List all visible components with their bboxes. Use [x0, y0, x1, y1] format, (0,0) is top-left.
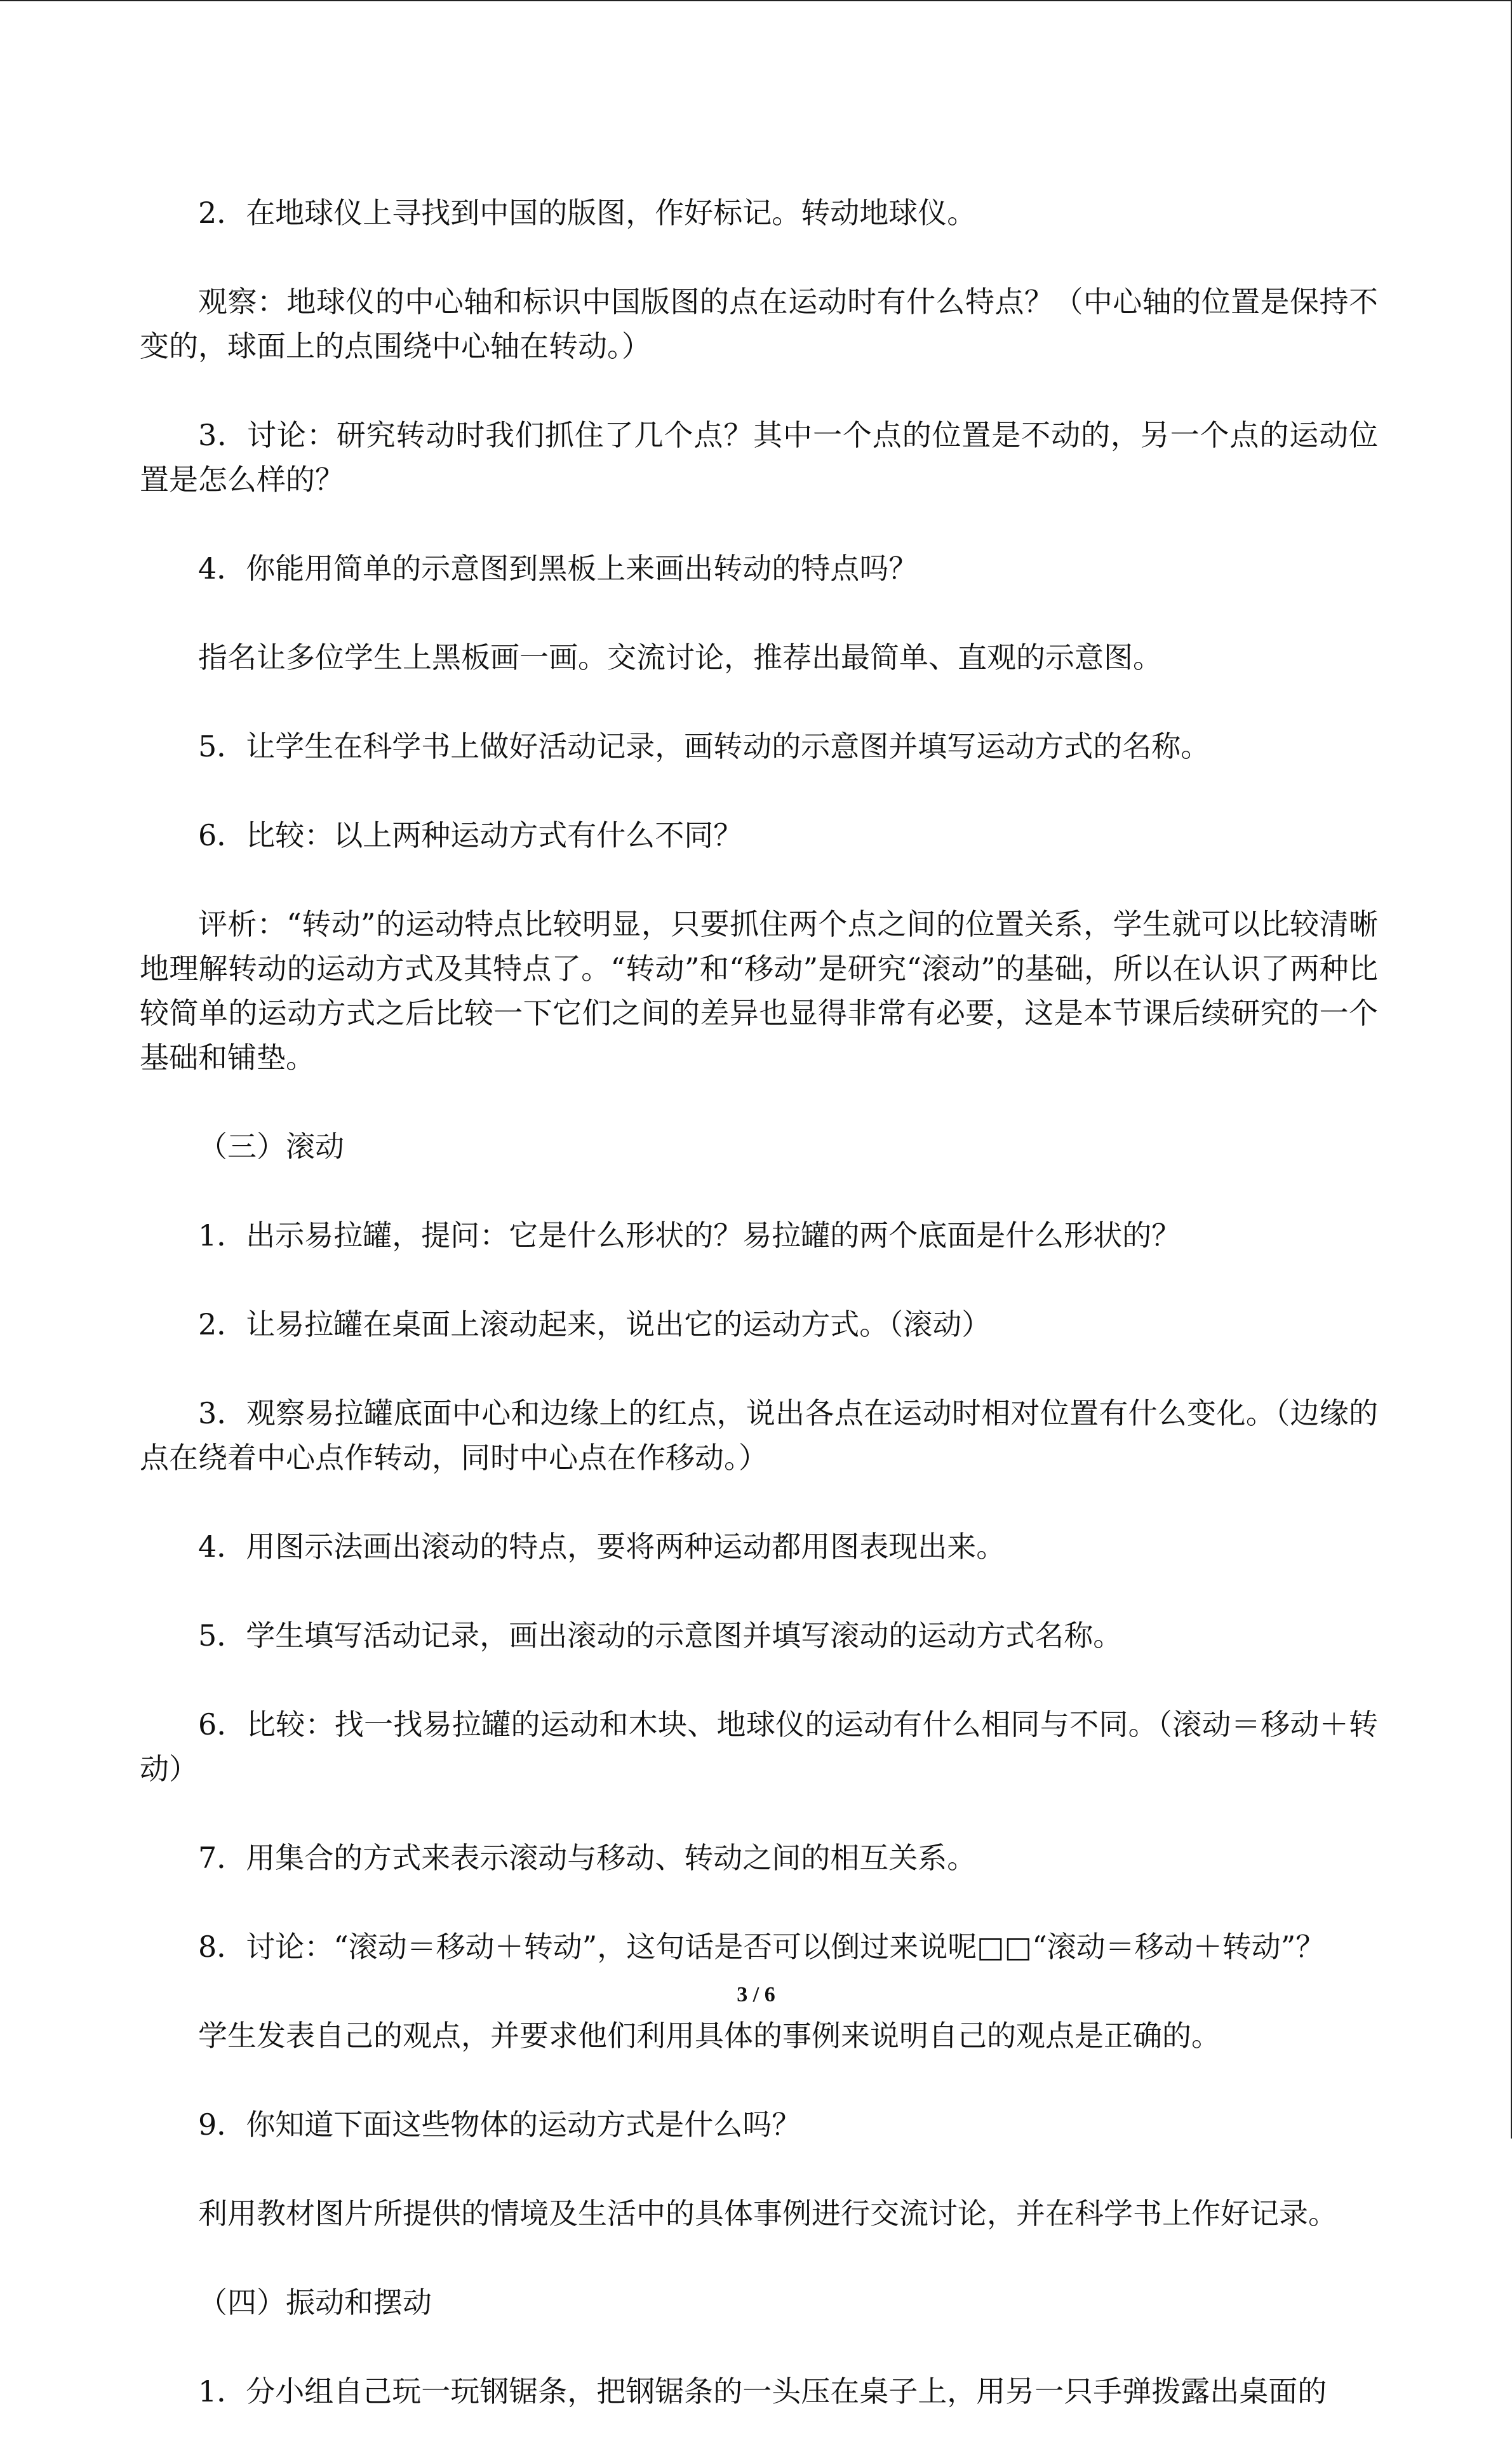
paragraph: 6．比较：找一找易拉罐的运动和木块、地球仪的运动有什么相同与不同。（滚动＝移动＋转动）	[140, 1707, 1378, 1786]
document-body	[140, 191, 1378, 2458]
paragraph: 2．在地球仪上寻找到中国的版图，作好标记。转动地球仪。	[198, 196, 977, 230]
paragraph: 6．比较：以上两种运动方式有什么不同？	[198, 818, 743, 852]
paragraph: 9．你知道下面这些物体的运动方式是什么吗？	[198, 2107, 801, 2142]
paragraph: 4．你能用简单的示意图到黑板上来画出转动的特点吗？	[198, 551, 918, 586]
section-heading: （四）振动和摆动	[198, 2285, 432, 2320]
paragraph: 1．分小组自己玩一玩钢锯条，把钢锯条的一头压在桌子上，用另一只手弹拨露出桌面的	[198, 2374, 1327, 2408]
paragraph: 评析：“转动”的运动特点比较明显，只要抓住两个点之间的位置关系，学生就可以比较清晰地理解转动的运动方式及其特点了。“转动”和“移动”是研究“滚动”的基础，所以在认识了两种比较简单的运动方式之后比较一下它们之间的差异也显得非常有必要，这是本节课后续研究的一个基础和铺垫。	[140, 907, 1378, 1075]
paragraph: 3．观察易拉罐底面中心和边缘上的红点，说出各点在运动时相对位置有什么变化。（边缘的点在绕着中心点作转动，同时中心点在作移动。）	[140, 1396, 1378, 1475]
paragraph: 观察：地球仪的中心轴和标识中国版图的点在运动时有什么特点？（中心轴的位置是保持不变的，球面上的点围绕中心轴在转动。）	[140, 285, 1378, 363]
paragraph: 3．讨论：研究转动时我们抓住了几个点？其中一个点的位置是不动的，另一个点的运动位置是怎么样的？	[140, 418, 1378, 497]
paragraph: 7．用集合的方式来表示滚动与移动、转动之间的相互关系。	[198, 1841, 977, 1875]
paragraph: 5．让学生在科学书上做好活动记录，画转动的示意图并填写运动方式的名称。	[198, 729, 1210, 763]
paragraph: 指名让多位学生上黑板画一画。交流讨论，推荐出最简单、直观的示意图。	[198, 640, 1162, 675]
paragraph: 利用教材图片所提供的情境及生活中的具体事例进行交流讨论，并在科学书上作好记录。	[198, 2196, 1337, 2231]
paragraph: 8．讨论：“滚动＝移动＋转动”，这句话是否可以倒过来说呢□□“滚动＝移动＋转动”？	[198, 1930, 1325, 1964]
paragraph: 4．用图示法画出滚动的特点，要将两种运动都用图表现出来。	[198, 1529, 1006, 1564]
paragraph: 2．让易拉罐在桌面上滚动起来，说出它的运动方式。（滚动）	[198, 1307, 991, 1341]
paragraph: 学生发表自己的观点，并要求他们利用具体的事例来说明自己的观点是正确的。	[198, 2018, 1221, 2053]
paragraph: 1．出示易拉罐，提问：它是什么形状的？易拉罐的两个底面是什么形状的？	[198, 1218, 1181, 1253]
paragraph: 5．学生填写活动记录，画出滚动的示意图并填写滚动的运动方式名称。	[198, 1618, 1123, 1653]
page-number: 3 / 6	[737, 1983, 775, 2006]
section-heading: （三）滚动	[198, 1129, 344, 1164]
